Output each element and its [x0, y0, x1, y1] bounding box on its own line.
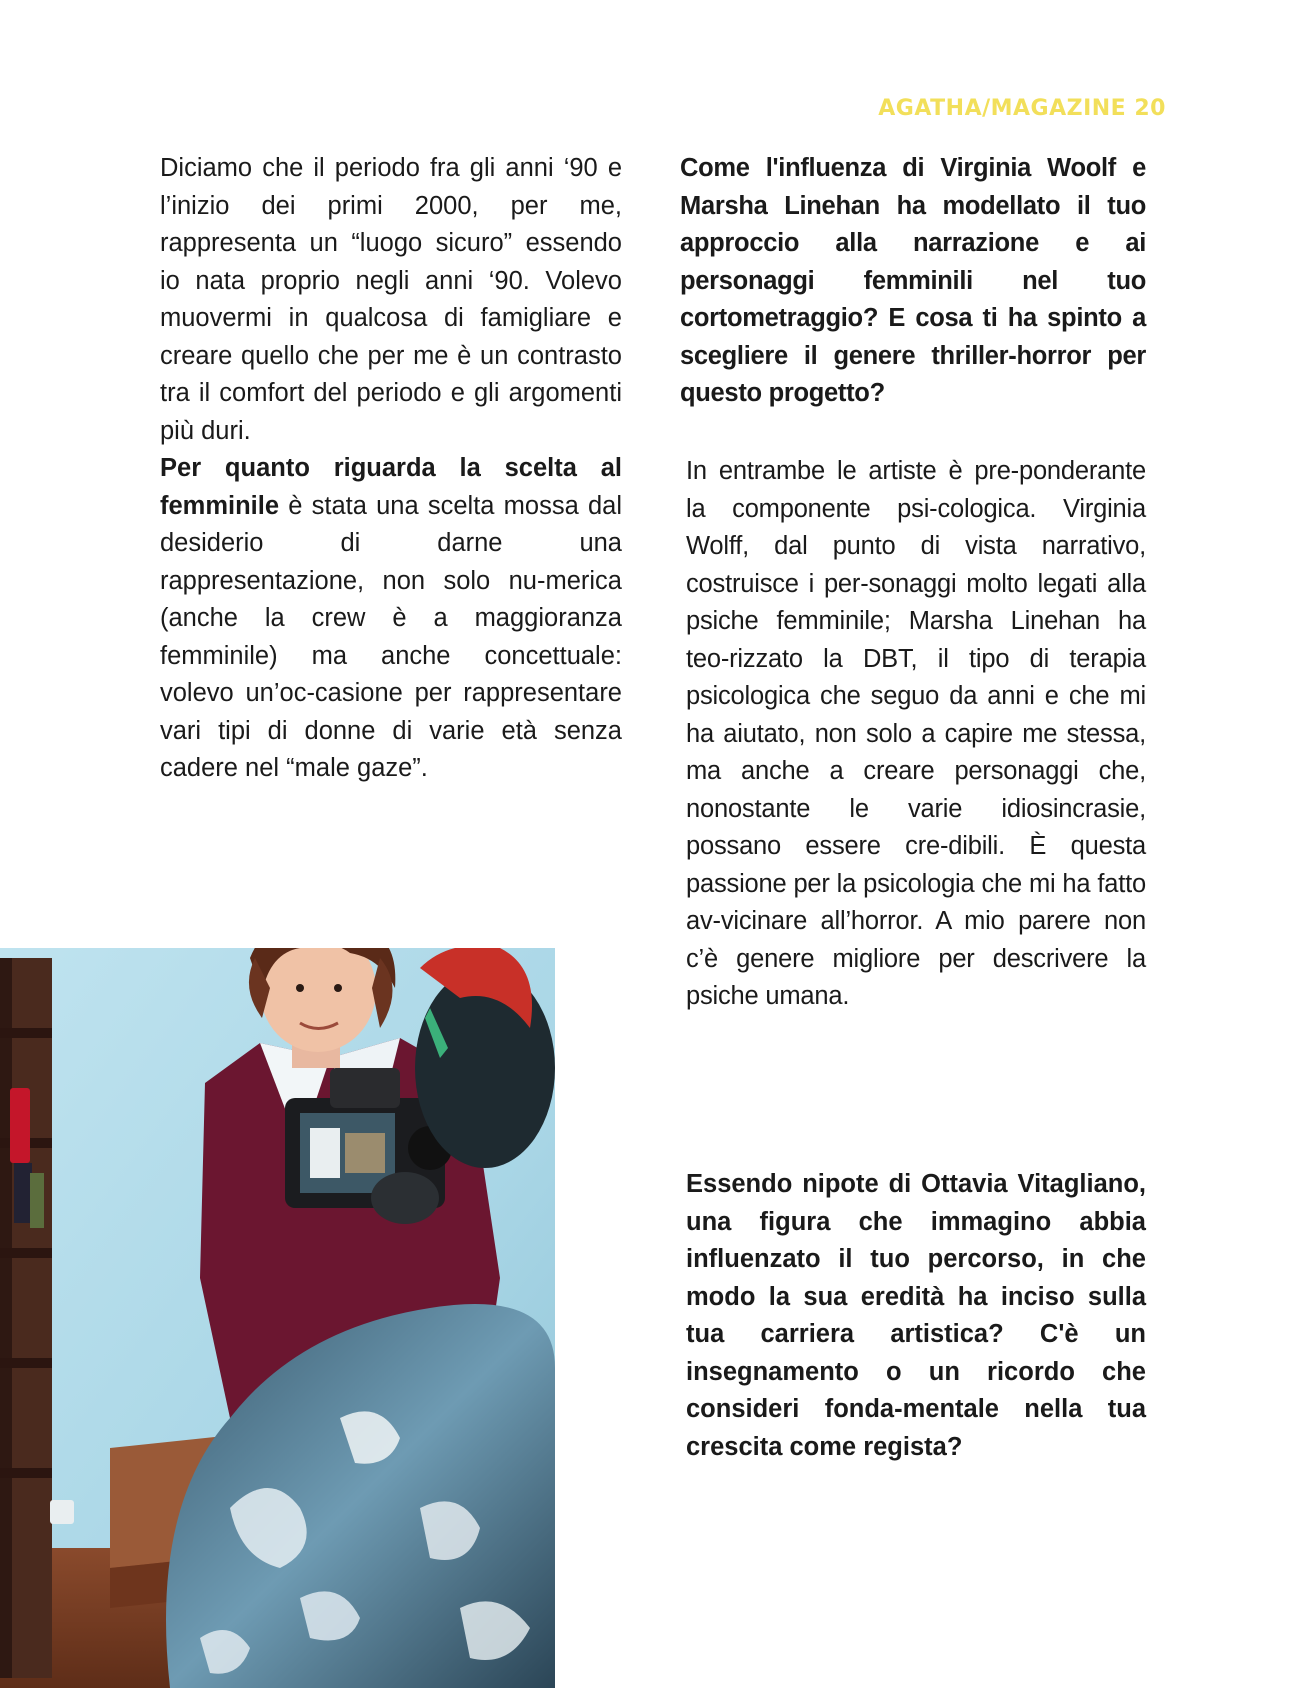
left-paragraph-2-bold-lead: Per quanto riguarda la scelta al femminile: [160, 454, 622, 520]
interview-answer-1: In entrambe le artiste è pre-ponderante la componente psi-cologica. Virginia Wolff, dal punto di vista narrativo, costruisce i per-sonaggi molto legati alla psiche femminile; Marsha Linehan ha teo-rizzato la DBT, il tipo di terapia psicologica che seguo da anni e che mi ha aiutato, non solo a capire me stessa, ma anche a creare personaggi che, nonostante le varie idiosincrasie, possano essere cre-dibili. È questa passione per la psicologia che mi ha fatto av-vicinare all’horror. A mio parere non c’è genere migliore per descrivere la psiche umana.: [686, 457, 1146, 1010]
left-text-column: [160, 150, 622, 788]
left-paragraph-2-body: è stata una scelta mossa dal desiderio di darne una rappresentazione, non solo nu-merica (anche la crew è a maggioranza femminile) ma anche concettuale: volevo un’oc-casione per rappresentare vari tipi di donne di varie età senza cadere nel “male gaze”.: [160, 491, 622, 782]
magazine-page-tag: AGATHA/MAGAZINE 20: [878, 96, 1166, 121]
interview-question-1: Come l'influenza di Virginia Woolf e Marsha Linehan ha modellato il tuo approccio alla narrazione e ai personaggi femminili nel tuo cortometraggio? E cosa ti ha spinto a scegliere il genere thriller-horror per questo progetto?: [680, 154, 1146, 407]
behind-the-scenes-photo: [0, 948, 555, 1688]
left-paragraph-1: Diciamo che il periodo fra gli anni ‘90 e l’inizio dei primi 2000, per me, rappresenta un “luogo sicuro” essendo io nata proprio negli anni ‘90. Volevo muovermi in qualcosa di famigliare e creare quello che per me è un contrasto tra il comfort del periodo e gli argomenti più duri.: [160, 154, 622, 445]
interview-question-2: Essendo nipote di Ottavia Vitagliano, una figura che immagino abbia influenzato il tuo percorso, in che modo la sua eredità ha inciso sulla tua carriera artistica? C'è un insegnamento o un ricordo che consideri fonda-mentale nella tua crescita come regista?: [686, 1170, 1146, 1461]
left-paragraph-2: [160, 450, 622, 788]
